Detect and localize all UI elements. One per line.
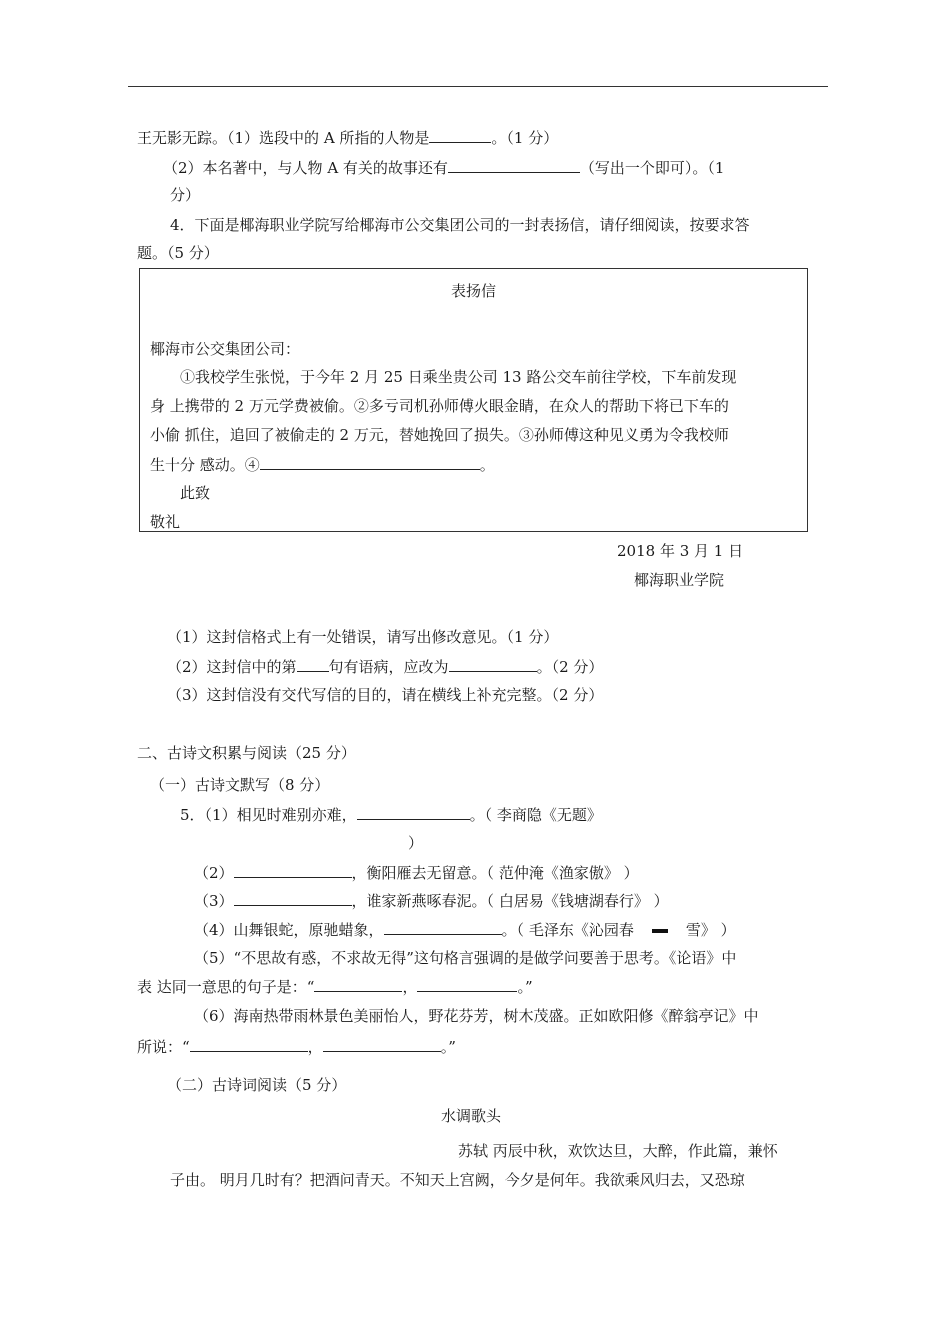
q5-6-blank-1[interactable] [190,1036,308,1052]
letter-date: 2018 年 3 月 1 日 [617,542,744,560]
letter-signer: 椰海职业学院 [634,571,725,589]
letter-salutation: 椰海市公交集团公司： [150,340,301,358]
q5-4-source: 。（ 毛泽东《沁园春 [501,921,634,939]
q4-sentence-number-blank[interactable] [297,656,329,672]
q3-answer-blank-2[interactable] [448,157,580,173]
q5-2-number: （2） [194,864,234,882]
q4-sub-2-mid: 句有语病，应改为 [328,658,449,676]
q4-sub-2-text: （2）这封信中的第 [167,658,297,676]
letter-body-line-1: ①我校学生张悦，于今年 2 月 25 日乘坐贵公司 13 路公交车前往学校，下车前发现 [180,368,737,386]
q4-sub-2 [167,656,603,677]
q5-5-end: 。” [517,978,533,996]
letter-body-line-2: 身 上携带的 2 万元学费被偷。②多亏司机孙师傅火眼金睛，在众人的帮助下将已下车的 [150,397,729,415]
q5-1-source: 。（ 李商隐《无题》 [469,806,602,824]
q5-3 [194,890,669,911]
q5-6-end: 。” [440,1038,456,1056]
q3-answer-blank-1[interactable] [429,127,491,143]
q5-4 [194,919,736,940]
q3-sub2-tail: （写出一个即可）。（1 [579,159,725,177]
q4-sub-1: （1）这封信格式上有一处错误，请写出修改意见。（1 分） [167,628,559,646]
q5-5-text: 表 达同一意思的句子是：“ [137,978,315,996]
q5-6-text: 所说：“ [137,1038,190,1056]
q5-6-comma: ， [307,1038,323,1056]
q4-prompt-line-1: 4．下面是椰海职业学院写给椰海市公交集团公司的一封表扬信，请仔细阅读，按要求答 [170,216,750,234]
letter-title: 表扬信 [451,282,497,300]
q3-line-1 [137,127,558,148]
q5-3-text: ，谁家新燕啄春泥。（ 白居易《钱塘湖春行》 ） [351,892,669,910]
letter-body-4-tail: 。 [479,456,495,474]
letter-body-4-text: 生十分 感动。④ [150,456,260,474]
q3-score: 。（1 分） [491,129,559,147]
q5-6-blank-2[interactable] [323,1036,441,1052]
q5-5-line-1: （5）“不思故有惑，不求故无得”这句格言强调的是做学问要善于思考。《论语》中 [194,949,737,967]
poem-title: 水调歌头 [441,1107,502,1125]
section-2-heading: 二、古诗文积累与阅读（25 分） [137,744,356,762]
poem-text-line-1: 子由。 明月几时有？把酒问青天。不知天上宫阙，今夕是何年。我欲乘风归去，又恐琼 [170,1171,745,1189]
letter-closing-2: 敬礼 [150,513,181,531]
q5-4-blank[interactable] [384,919,502,935]
q5-1-text: 5．（1）相见时难别亦难， [180,806,357,824]
letter-body-line-4 [150,454,495,475]
q5-3-number: （3） [194,892,234,910]
section-2-part-1-heading: （一）古诗文默写（8 分） [150,776,330,794]
q4-sub-3: （3）这封信没有交代写信的目的，请在横线上补充完整。（2 分） [167,686,604,704]
q5-3-blank[interactable] [234,890,352,906]
poem-preface: 苏轼 丙辰中秋，欢饮达旦，大醉，作此篇，兼怀 [458,1142,778,1160]
q5-5-blank-2[interactable] [417,976,517,992]
q3-score-tail: 分） [170,186,201,204]
letter-purpose-blank[interactable] [260,454,480,470]
q5-4-text: （4）山舞银蛇，原驰蜡象， [194,921,384,939]
letter-closing-1: 此致 [180,484,211,502]
q5-6-line-2 [137,1036,456,1057]
q4-correction-blank[interactable] [449,656,537,672]
letter-body-line-3: 小偷 抓住，追回了被偷走的 2 万元，替她挽回了损失。③孙师傅这种见义勇为令我校师 [150,426,729,444]
q5-1-close-paren: ） [408,834,424,852]
section-2-part-2-heading: （二）古诗词阅读（5 分） [167,1076,347,1094]
q3-text: 王无影无踪。（1）选段中的 A 所指的人物是 [137,129,430,147]
header-rule [128,86,828,87]
q5-5-blank-1[interactable] [314,976,402,992]
q5-1-blank[interactable] [357,804,470,820]
q5-5-line-2 [137,976,533,997]
q5-6-line-1: （6）海南热带雨林景色美丽怡人，野花芬芳，树木茂盛。正如欧阳修《醉翁亭记》中 [194,1007,759,1025]
q3-sub2-text: （2）本名著中，与人物 A 有关的故事还有 [163,159,448,177]
q5-5-comma: ， [402,978,418,996]
q5-4-source-tail: 雪》 ） [685,921,736,939]
dash-mark [652,929,668,933]
q3-line-2 [163,157,724,178]
q5-2 [194,862,639,883]
q5-2-blank[interactable] [234,862,352,878]
q4-prompt-line-2: 题。（5 分） [137,244,219,262]
q5-2-text: ，衡阳雁去无留意。（ 范仲淹《渔家傲》 ） [351,864,639,882]
q4-sub-2-score: 。（2 分） [536,658,604,676]
q5-1 [180,804,602,825]
